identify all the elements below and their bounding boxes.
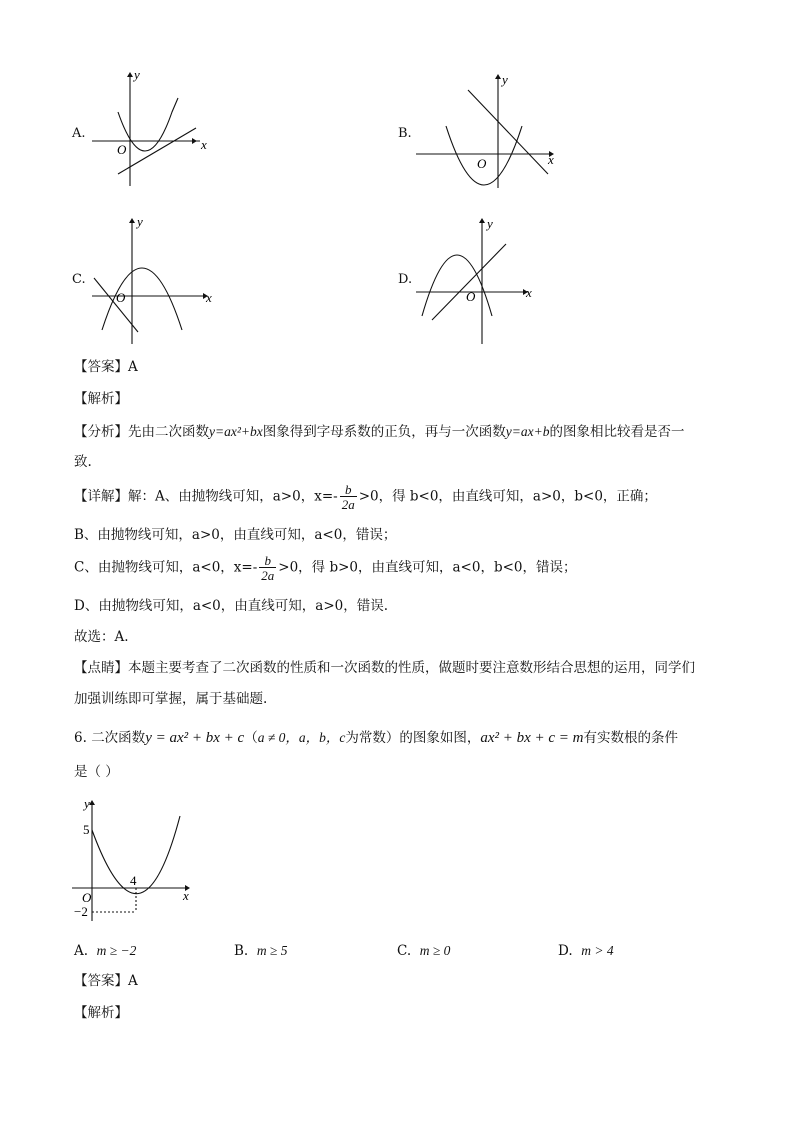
tick-4: 4 (130, 873, 137, 888)
xiangjie-line-4: D、由抛物线可知，a<0，由直线可知，a>0，错误. (74, 598, 389, 614)
answer-tag: 【答案】 (74, 973, 128, 989)
q6-graph (70, 796, 200, 926)
answer-value: A (128, 973, 138, 989)
xiangjie-line-3: C、由抛物线可知，a<0，x=- $\frac{b}{2a}$ >0，得 b>0，由直线可知，a<0，b<0，错误； (74, 553, 577, 583)
axis-y-label: y (502, 72, 508, 87)
dianjing-line-2: 加强训练即可掌握，属于基础题. (74, 691, 268, 707)
parabola (102, 268, 182, 330)
answer-tag: 【答案】 (74, 359, 128, 375)
q6-option-a[interactable]: A. m ≥ −2 (74, 943, 137, 959)
option-d-label: D. (398, 272, 413, 287)
answer-value: A (128, 359, 138, 375)
answer-5 (74, 359, 138, 375)
xiangjie-line-2: B、由抛物线可知，a>0，由直线可知，a<0，错误； (74, 527, 397, 543)
option-b-label: B. (398, 126, 412, 141)
jiexi-5-heading: 【解析】 (74, 391, 128, 407)
tick-minus-2: −2 (74, 904, 88, 919)
fraction-b-over-2a: $\frac{b}{2a}$ (261, 553, 275, 583)
q6-option-c[interactable]: C. m ≥ 0 (397, 943, 451, 959)
option-c-label: C. (72, 272, 86, 287)
xiangjie-line-1: 【详解】解：A、由抛物线可知，a>0，x=- $\frac{b}{2a}$ >0，得 b<0，由直线可知，a>0，b<0，正确； (74, 482, 657, 512)
option-a-label: A. (72, 126, 86, 141)
origin-label: O (477, 156, 487, 171)
axis-y-label: y (84, 796, 90, 811)
axis-x-label: x (548, 152, 554, 167)
jiexi-6-heading: 【解析】 (74, 1005, 128, 1021)
tick-5: 5 (83, 822, 90, 837)
option-b-graph (412, 68, 562, 198)
q6-option-d[interactable]: D. m > 4 (558, 943, 614, 959)
axis-y-label: y (487, 216, 493, 231)
fenxi-line-2: 致. (74, 454, 92, 470)
origin-label: O (117, 142, 127, 157)
axis-x-label: x (526, 285, 532, 300)
dianjing-line-1: 【点睛】本题主要考查了二次函数的性质和一次函数的性质，做题时要注意数形结合思想的运用，同学们 (74, 660, 695, 676)
origin-label: O (82, 890, 92, 905)
option-d-graph (414, 212, 544, 352)
parabola (118, 98, 178, 151)
choose-5: 故选：A. (74, 629, 129, 645)
origin-label: O (466, 289, 476, 304)
q6-stem-line-2: 是（ ） (74, 764, 119, 780)
line (432, 244, 506, 320)
origin-label: O (116, 290, 126, 305)
option-a-graph (90, 68, 215, 188)
axis-x-label: x (206, 290, 212, 305)
axis-y-label: y (137, 214, 143, 229)
q6-stem-line-1: 6. 二次函数y = ax² + bx + c（a ≠ 0，a，b，c为常数）的图象如图，ax² + bx + c = m有实数根的条件 (74, 730, 679, 746)
fraction-b-over-2a: $\frac{b}{2a}$ (341, 482, 355, 512)
answer-6 (74, 973, 138, 989)
axis-x-label: x (201, 137, 207, 152)
line (94, 278, 138, 332)
q6-option-b[interactable]: B. m ≥ 5 (234, 943, 288, 959)
axis-x-label: x (183, 888, 189, 903)
axis-y-label: y (134, 67, 140, 82)
option-c-graph (90, 212, 225, 352)
fenxi-line-1: 【分析】先由二次函数y=ax²+bx图象得到字母系数的正负，再与一次函数y=ax+b的图象相比较看是否一 (74, 424, 685, 440)
